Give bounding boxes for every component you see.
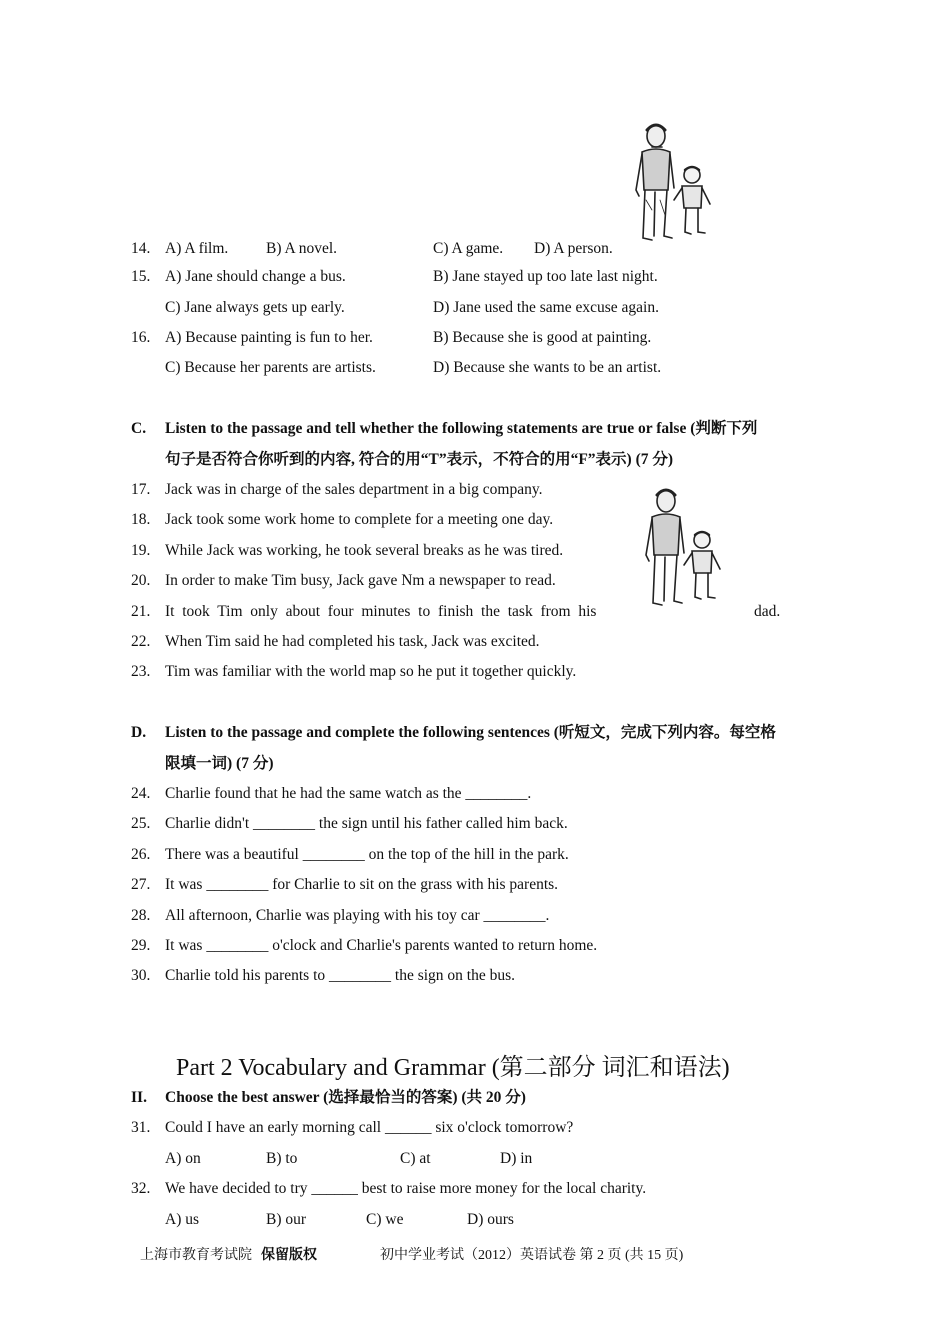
- option-b: B) our: [266, 1211, 307, 1228]
- sentence-number: 30.: [131, 967, 151, 984]
- statement-text: Tim was familiar with the world map so he put it together quickly.: [165, 663, 577, 680]
- section-d-instruction: Listen to the passage and complete the following sentences (听短文，完成下列内容。每空格: [165, 724, 776, 741]
- question-number: 15.: [131, 268, 151, 285]
- option-c: C) Because her parents are artists.: [165, 359, 376, 376]
- option-c: C) A game.: [433, 240, 504, 257]
- footer-publisher: 上海市教育考试院: [140, 1248, 252, 1263]
- section-c-label: C.: [131, 420, 147, 437]
- option-c: C) Jane always gets up early.: [165, 299, 345, 316]
- question-number: 16.: [131, 329, 151, 346]
- option-d: D) A person.: [534, 240, 613, 257]
- option-d: D) Jane used the same excuse again.: [433, 299, 659, 316]
- statement-number: 21.: [131, 603, 151, 620]
- statement-text: When Tim said he had completed his task, Jack was excited.: [165, 633, 540, 650]
- statement-number: 17.: [131, 481, 151, 498]
- sentence-number: 24.: [131, 785, 151, 802]
- statement-text: It took Tim only about four minutes to finish the task from his: [165, 603, 597, 620]
- statement-number: 20.: [131, 572, 151, 589]
- footer-copyright: 保留版权: [261, 1248, 317, 1263]
- father-son-illustration-middle: [640, 485, 725, 610]
- statement-number: 19.: [131, 542, 151, 559]
- question-text: Could I have an early morning call ______ six o'clock tomorrow?: [165, 1119, 574, 1136]
- option-a: A) Because painting is fun to her.: [165, 329, 373, 346]
- question-number: 32.: [131, 1180, 151, 1197]
- option-a: A) Jane should change a bus.: [165, 268, 346, 285]
- sentence-number: 28.: [131, 907, 151, 924]
- section-c-instruction-cont: 句子是否符合你听到的内容, 符合的用“T”表示，不符合的用“F”表示) (7 分): [165, 451, 674, 468]
- option-a: A) on: [165, 1150, 201, 1167]
- sentence-text: All afternoon, Charlie was playing with his toy car ________.: [165, 907, 550, 924]
- statement-text: Jack was in charge of the sales department in a big company.: [165, 481, 543, 498]
- sentence-text: Charlie found that he had the same watch as the ________.: [165, 785, 532, 802]
- section-ii-instruction: Choose the best answer (选择最恰当的答案) (共 20 分): [165, 1089, 526, 1106]
- option-d: D) Because she wants to be an artist.: [433, 359, 662, 376]
- section-d-label: D.: [131, 724, 147, 741]
- option-b: B) Because she is good at painting.: [433, 329, 652, 346]
- statement-text: Jack took some work home to complete for a meeting one day.: [165, 511, 554, 528]
- option-a: A) us: [165, 1211, 200, 1228]
- section-c-instruction: Listen to the passage and tell whether the following statements are true or false (判断下列: [165, 420, 758, 437]
- sentence-number: 29.: [131, 937, 151, 954]
- statement-number: 18.: [131, 511, 151, 528]
- sentence-text: There was a beautiful ________ on the top of the hill in the park.: [165, 846, 569, 863]
- statement-text-tail: dad.: [754, 603, 781, 620]
- option-c: C) at: [400, 1150, 431, 1167]
- footer-page-info: 初中学业考试（2012）英语试卷 第 2 页 (共 15 页): [380, 1248, 684, 1263]
- part-2-title: Part 2 Vocabulary and Grammar (第二部分 词汇和语法): [176, 1055, 730, 1081]
- sentence-text: It was ________ o'clock and Charlie's parents wanted to return home.: [165, 937, 598, 954]
- father-son-illustration-top: [630, 120, 715, 245]
- option-b: B) to: [266, 1150, 298, 1167]
- statement-text: In order to make Tim busy, Jack gave Nm a newspaper to read.: [165, 572, 556, 589]
- question-number: 14.: [131, 240, 151, 257]
- question-number: 31.: [131, 1119, 151, 1136]
- section-d-instruction-cont: 限填一词) (7 分): [165, 755, 274, 772]
- sentence-text: It was ________ for Charlie to sit on the grass with his parents.: [165, 876, 559, 893]
- statement-number: 22.: [131, 633, 151, 650]
- option-d: D) ours: [467, 1211, 514, 1228]
- statement-text: While Jack was working, he took several breaks as he was tired.: [165, 542, 564, 559]
- sentence-number: 26.: [131, 846, 151, 863]
- option-a: A) A film.: [165, 240, 229, 257]
- option-b: B) Jane stayed up too late last night.: [433, 268, 658, 285]
- sentence-number: 25.: [131, 815, 151, 832]
- option-d: D) in: [500, 1150, 533, 1167]
- statement-number: 23.: [131, 663, 151, 680]
- sentence-text: Charlie didn't ________ the sign until his father called him back.: [165, 815, 568, 832]
- option-b: B) A novel.: [266, 240, 338, 257]
- option-c: C) we: [366, 1211, 404, 1228]
- question-text: We have decided to try ______ best to raise more money for the local charity.: [165, 1180, 647, 1197]
- sentence-text: Charlie told his parents to ________ the sign on the bus.: [165, 967, 516, 984]
- sentence-number: 27.: [131, 876, 151, 893]
- section-ii-label: II.: [131, 1089, 147, 1106]
